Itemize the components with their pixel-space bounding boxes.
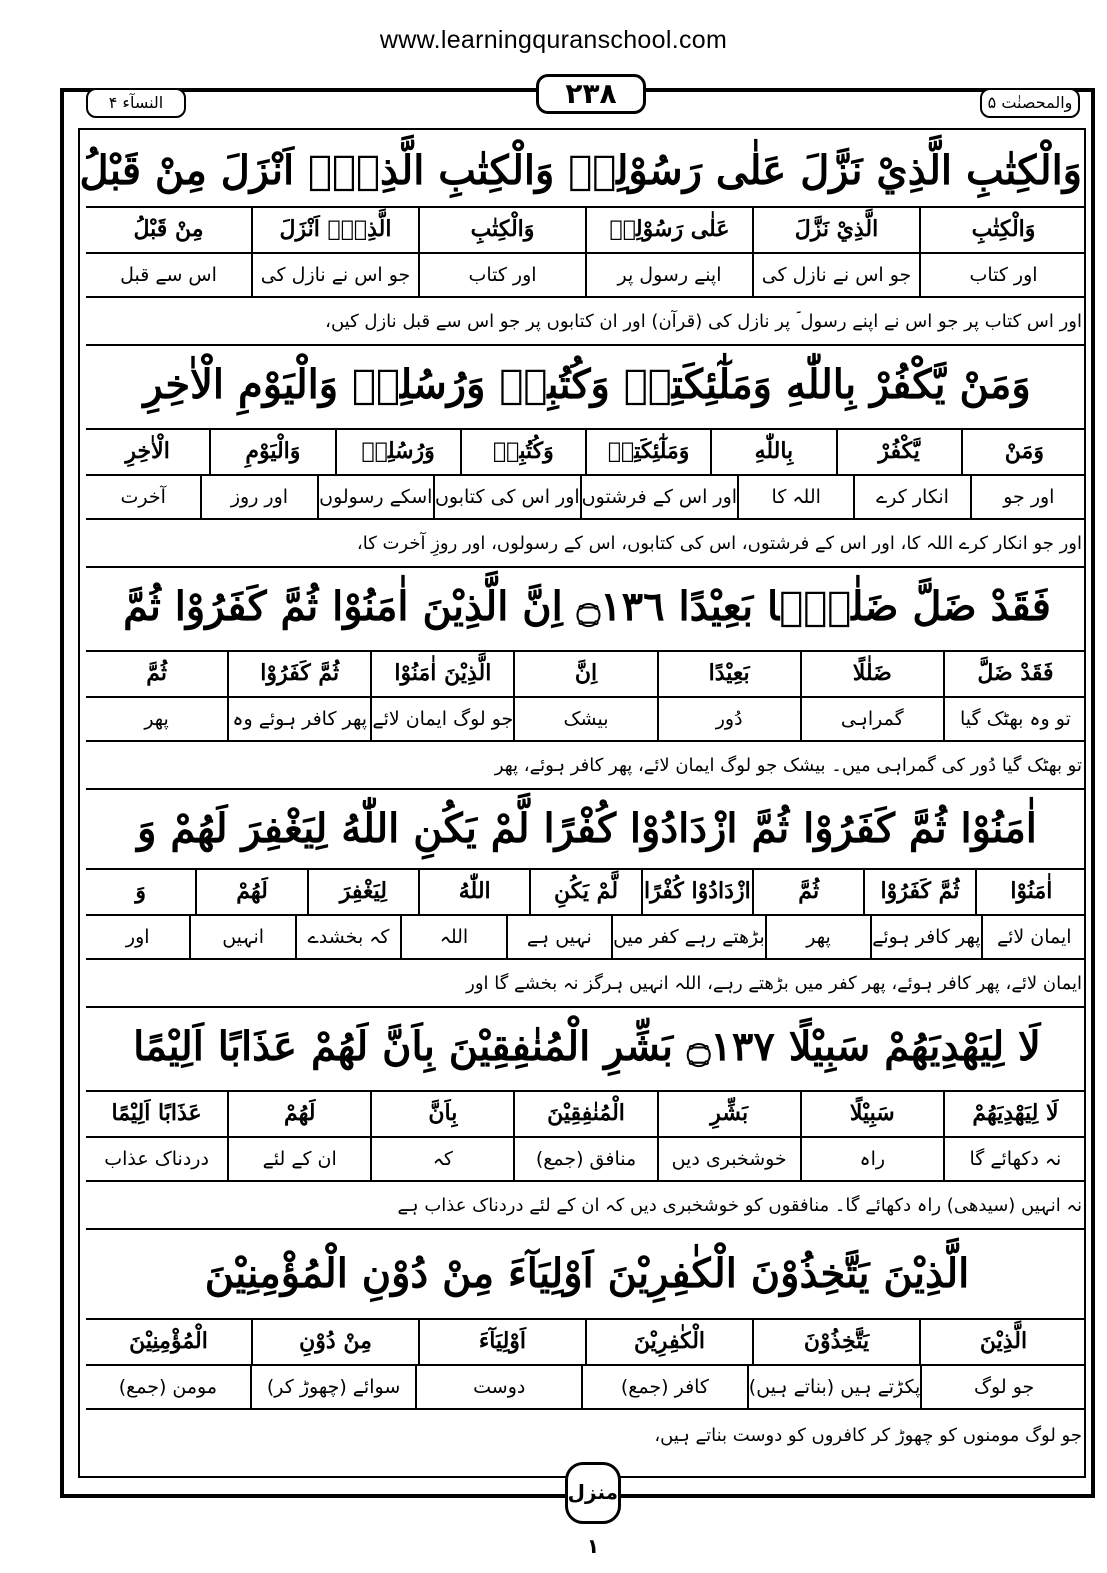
meaning-cell: اور (125, 926, 150, 948)
word-cell: لَّمْ يَكُنِ (529, 870, 640, 914)
ayah-line: اٰمَنُوْا ثُمَّ كَفَرُوْا ثُمَّ ازْدَادُوْا كُفْرًا لَّمْ يَكُنِ اللّٰهُ لِيَغْفِرَ لَهُمْ وَ (137, 805, 1037, 852)
meaning-cell: اور روز (200, 476, 316, 518)
word-cell: بَعِيْدًا (657, 652, 800, 696)
meaning-cell: اپنے رسول پر (585, 254, 752, 296)
word-cell: الْكٰفِرِيْنَ (585, 1320, 752, 1364)
word-cell: بِاَنَّ (370, 1092, 513, 1136)
page-number: ۲۳۸ (536, 74, 646, 114)
meaning-cell: جو لوگ ایمان لائے (370, 698, 513, 740)
word-cell: ضَلٰلًا (800, 652, 943, 696)
word-cell: عَذَابًا اَلِيْمًا (111, 1100, 202, 1126)
word-cell: وَمَنْ (961, 430, 1086, 474)
word-cell: اللّٰهُ (418, 870, 529, 914)
juz-label: والمحصنٰت ۵ (980, 88, 1080, 118)
word-grid (86, 650, 1086, 742)
word-grid (86, 206, 1086, 298)
word-cell: اَوْلِيَآءَ (418, 1320, 585, 1364)
word-cell: لَهُمْ (195, 870, 306, 914)
word-cell: سَبِيْلًا (800, 1092, 943, 1136)
meaning-row (86, 252, 1086, 296)
word-cell: اٰمَنُوْا (975, 870, 1086, 914)
word-cell: ازْدَادُوْا كُفْرًا (641, 870, 752, 914)
meaning-row (86, 474, 1086, 518)
word-cell: اِنَّ (513, 652, 656, 696)
word-cell: فَقَدْ ضَلَّ (943, 652, 1086, 696)
meaning-cell: ایمان لائے (981, 916, 1086, 958)
meaning-cell: بڑھتے رہے کفر میں (611, 916, 765, 958)
translation-line: جو لوگ مومنوں کو چھوڑ کر کافروں کو دوست بناتے ہیں، (654, 1425, 1082, 1446)
translation-line: نہ انہیں (سیدھی) راہ دکھائے گا۔ منافقوں کو خوشخبری دیں کہ ان کے لئے دردناک عذاب ہے (397, 1195, 1082, 1216)
word-cell: بَشِّرِ (657, 1092, 800, 1136)
meaning-cell: پھر کافر ہوئے وہ (227, 698, 370, 740)
word-cell: الْمُنٰفِقِيْنَ (513, 1092, 656, 1136)
translation-line: اور جو انکار کرے اللہ کا، اور اس کے فرشتوں، اس کی کتابوں، اس کے رسولوں، اور روزِ آخرت کا، (356, 533, 1082, 554)
meaning-cell: نہ دکھائے گا (943, 1138, 1086, 1180)
meaning-cell: تو وہ بھٹک گیا (943, 698, 1086, 740)
meaning-row (86, 696, 1086, 740)
meaning-cell: کہ (370, 1138, 513, 1180)
meaning-cell: اور کتاب (919, 254, 1086, 296)
word-cell: الْاٰخِرِ (125, 438, 170, 464)
meaning-cell: کافر (جمع) (581, 1366, 747, 1408)
meaning-row (86, 914, 1086, 958)
word-cell: وَرُسُلِهٖ (335, 430, 460, 474)
ayah-line: وَمَنْ يَّكْفُرْ بِاللّٰهِ وَمَلٰٓئِكَتِهٖ وَكُتُبِهٖ وَرُسُلِهٖ وَالْيَوْمِ الْاٰخِرِ (143, 361, 1031, 408)
translation-line: ایمان لائے، پھر کافر ہوئے، پھر کفر میں بڑھتے رہے، اللہ انہیں ہرگز نہ بخشے گا اور (466, 973, 1082, 994)
word-cell: الَّذِيْنَ (919, 1320, 1086, 1364)
meaning-cell: ان کے لئے (227, 1138, 370, 1180)
meaning-cell: گمراہی (800, 698, 943, 740)
meaning-cell: آخرت (120, 486, 166, 508)
manzil-badge: منزل ۱ (565, 1462, 621, 1524)
word-cell: الْمُؤْمِنِيْنَ (129, 1328, 208, 1354)
section-divider (86, 1006, 1086, 1008)
meaning-cell: بیشک (513, 698, 656, 740)
word-cell: بِاللّٰهِ (710, 430, 835, 474)
ayah-line: الَّذِيْنَ يَتَّخِذُوْنَ الْكٰفِرِيْنَ اَوْلِيَآءَ مِنْ دُوْنِ الْمُؤْمِنِيْنَ (204, 1250, 970, 1297)
word-cell: عَلٰى رَسُوْلِهٖ (585, 208, 752, 252)
word-cell: يَتَّخِذُوْنَ (752, 1320, 919, 1364)
site-url: www.learningquranschool.com (379, 26, 728, 54)
meaning-cell: اسکے رسولوں (317, 476, 433, 518)
section-divider (86, 788, 1086, 790)
word-cell: وَالْيَوْمِ (209, 430, 334, 474)
ayah-line: لَا لِيَهْدِيَهُمْ سَبِيْلًا ۝١٣٧ بَشِّرِ الْمُنٰفِقِيْنَ بِاَنَّ لَهُمْ عَذَابًا اَلِيْمًا (133, 1023, 1041, 1070)
ayah-line: فَقَدْ ضَلَّ ضَلٰلًۢا بَعِيْدًا ۝١٣٦ اِنَّ الَّذِيْنَ اٰمَنُوْا ثُمَّ كَفَرُوْا ثُمَّ (123, 583, 1051, 630)
ayah-line: وَالْكِتٰبِ الَّذِيْ نَزَّلَ عَلٰى رَسُوْلِهٖ وَالْكِتٰبِ الَّذِيْۤ اَنْزَلَ مِنْ قَبْلُ (79, 147, 1082, 194)
meaning-cell: منافق (جمع) (513, 1138, 656, 1180)
meaning-cell: جو لوگ (920, 1366, 1086, 1408)
word-grid (86, 868, 1086, 960)
word-cell: الَّذِيْ نَزَّلَ (752, 208, 919, 252)
section-divider (86, 344, 1086, 346)
meaning-cell: پکڑتے ہیں (بناتے ہیں) (747, 1366, 921, 1408)
word-grid (86, 428, 1086, 520)
meaning-cell: نہیں ہے (506, 916, 611, 958)
word-cell: يَّكْفُرْ (836, 430, 961, 474)
meaning-cell: جو اس نے نازل کی (251, 254, 418, 296)
word-cell: الَّذِيْنَ اٰمَنُوْا (370, 652, 513, 696)
meaning-cell: انکار کرے (853, 476, 969, 518)
word-row (86, 870, 1086, 914)
meaning-cell: دُور (657, 698, 800, 740)
meaning-cell: اور اس کی کتابوں (433, 476, 580, 518)
meaning-cell: مومن (جمع) (118, 1376, 218, 1398)
word-cell: لَهُمْ (227, 1092, 370, 1136)
translation-line: اور اس کتاب پر جو اس نے اپنے رسول ؐ پر نازل کی (قرآن) اور ان کتابوں پر جو اس سے قبل نازل کیں، (325, 311, 1082, 332)
meaning-cell: دوست (415, 1366, 581, 1408)
word-row (86, 208, 1086, 252)
word-cell: ثُمَّ (146, 660, 167, 686)
word-cell: الَّذِيْۤ اَنْزَلَ (251, 208, 418, 252)
word-row (86, 1320, 1086, 1364)
meaning-cell: خوشخبری دیں (657, 1138, 800, 1180)
meaning-row (86, 1136, 1086, 1180)
word-cell: مِنْ قَبْلُ (133, 216, 204, 242)
surah-label: النسآء ۴ (86, 88, 186, 118)
meaning-cell: پھر (765, 916, 870, 958)
word-cell: ثُمَّ كَفَرُوْا (227, 652, 370, 696)
word-cell: لَا لِيَهْدِيَهُمْ (943, 1092, 1086, 1136)
word-cell: مِنْ دُوْنِ (251, 1320, 418, 1364)
meaning-cell: راہ (800, 1138, 943, 1180)
word-row (86, 430, 1086, 474)
word-cell: ثُمَّ كَفَرُوْا (863, 870, 974, 914)
word-cell: ثُمَّ (752, 870, 863, 914)
meaning-row (86, 1364, 1086, 1408)
section-divider (86, 1228, 1086, 1230)
word-cell: وَ (135, 878, 147, 904)
meaning-cell: اور جو (970, 476, 1086, 518)
meaning-cell: پھر (144, 708, 169, 730)
meaning-cell: اس سے قبل (120, 264, 217, 286)
word-row (86, 652, 1086, 696)
word-cell: لِيَغْفِرَ (307, 870, 418, 914)
meaning-cell: کہ بخشدے (295, 916, 400, 958)
word-grid (86, 1090, 1086, 1182)
word-cell: وَمَلٰٓئِكَتِهٖ (585, 430, 710, 474)
meaning-cell: پھر کافر ہوئے (870, 916, 980, 958)
meaning-cell: اور اس کے فرشتوں (580, 476, 737, 518)
meaning-cell: اللہ (400, 916, 505, 958)
meaning-cell: جو اس نے نازل کی (752, 254, 919, 296)
word-cell: وَالْكِتٰبِ (919, 208, 1086, 252)
meaning-cell: دردناک عذاب (104, 1148, 209, 1170)
word-cell: وَكُتُبِهٖ (460, 430, 585, 474)
section-divider (86, 566, 1086, 568)
translation-line: تو بھٹک گیا دُور کی گمراہی میں۔ بیشک جو لوگ ایمان لائے، پھر کافر ہوئے، پھر (494, 755, 1082, 776)
meaning-cell: اللہ کا (737, 476, 853, 518)
meaning-cell: انہیں (189, 916, 294, 958)
meaning-cell: سوائے (چھوڑ کر) (250, 1366, 416, 1408)
word-grid (86, 1318, 1086, 1410)
meaning-cell: اور کتاب (418, 254, 585, 296)
word-cell: وَالْكِتٰبِ (418, 208, 585, 252)
word-row (86, 1092, 1086, 1136)
